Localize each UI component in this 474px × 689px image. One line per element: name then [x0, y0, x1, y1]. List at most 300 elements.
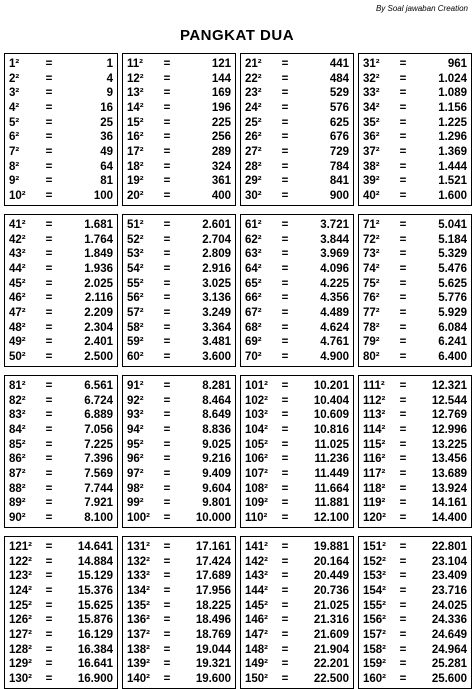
square-value: 18.769	[195, 628, 231, 641]
square-value: 25.600	[431, 672, 467, 685]
base-exponent: 125²	[9, 599, 33, 612]
equals-sign: =	[163, 350, 171, 363]
square-value: 6.561	[84, 380, 113, 392]
equals-sign: =	[163, 292, 171, 305]
equals-sign: =	[399, 160, 407, 173]
equals-sign: =	[45, 511, 53, 524]
table-row	[9, 322, 113, 335]
square-value: 24.336	[431, 614, 467, 627]
equals-sign: =	[399, 175, 407, 188]
square-value: 9.409	[202, 467, 231, 480]
base-exponent: 70²	[245, 350, 262, 363]
square-value: 3.844	[320, 233, 349, 246]
square-value: 49	[100, 145, 113, 158]
table-row	[127, 87, 231, 100]
base-exponent: 76²	[363, 292, 380, 305]
table-row	[9, 600, 113, 613]
square-value: 4.489	[320, 306, 349, 319]
square-value: 12.544	[431, 394, 467, 407]
square-value: 8.464	[202, 394, 231, 407]
base-exponent: 45²	[9, 277, 26, 290]
table-row	[245, 58, 349, 71]
equals-sign: =	[281, 160, 289, 173]
base-exponent: 140²	[127, 672, 151, 685]
table-row	[245, 439, 349, 452]
base-exponent: 79²	[363, 336, 380, 349]
table-row	[363, 497, 467, 510]
equals-sign: =	[399, 380, 407, 392]
square-value: 2.304	[84, 321, 113, 334]
square-value: 9.216	[202, 453, 231, 466]
table-row	[363, 629, 467, 642]
table-row	[245, 424, 349, 437]
equals-sign: =	[45, 482, 53, 495]
table-row	[363, 146, 467, 159]
table-row	[9, 102, 113, 115]
base-exponent: 104²	[245, 423, 269, 436]
equals-sign: =	[399, 58, 407, 70]
equals-sign: =	[163, 262, 171, 275]
square-value: 7.921	[84, 497, 113, 510]
square-value: 19.044	[195, 643, 231, 656]
square-value: 9.801	[202, 497, 231, 510]
table-row	[363, 322, 467, 335]
square-value: 16.129	[77, 628, 113, 641]
square-value: 11.881	[314, 497, 349, 510]
base-exponent: 38²	[363, 160, 380, 173]
base-exponent: 80²	[363, 350, 380, 363]
base-exponent: 44²	[9, 262, 26, 275]
equals-sign: =	[163, 438, 171, 451]
base-exponent: 19²	[127, 175, 144, 188]
square-value: 25.281	[431, 658, 467, 671]
base-exponent: 16²	[127, 131, 144, 144]
equals-sign: =	[281, 58, 289, 70]
table-row	[9, 585, 113, 598]
table-row	[127, 117, 231, 130]
equals-sign: =	[163, 555, 171, 568]
table-row	[245, 541, 349, 554]
square-value: 121	[211, 58, 231, 70]
base-exponent: 159²	[363, 658, 387, 671]
equals-sign: =	[281, 116, 289, 129]
base-exponent: 156²	[363, 614, 387, 627]
table-row	[245, 497, 349, 510]
table-row	[127, 336, 231, 349]
equals-sign: =	[163, 511, 171, 524]
table-row	[127, 131, 231, 144]
square-value: 10.000	[195, 511, 231, 524]
table-row	[127, 73, 231, 86]
square-value: 729	[329, 145, 349, 158]
equals-sign: =	[281, 233, 289, 246]
equals-sign: =	[281, 511, 289, 524]
square-value: 24.025	[431, 599, 467, 612]
base-exponent: 17²	[127, 145, 144, 158]
square-value: 3.600	[202, 350, 231, 363]
equals-sign: =	[45, 380, 53, 392]
table-row	[9, 117, 113, 130]
table-row	[363, 87, 467, 100]
square-value: 441	[329, 58, 349, 70]
equals-sign: =	[399, 599, 407, 612]
table-row	[9, 395, 113, 408]
square-value: 400	[211, 189, 231, 202]
base-exponent: 124²	[9, 584, 33, 597]
table-row	[127, 439, 231, 452]
square-value: 19.600	[195, 672, 231, 685]
square-value: 1.296	[438, 131, 467, 144]
base-exponent: 118²	[363, 482, 386, 495]
table-row	[127, 570, 231, 583]
squares-block	[122, 536, 236, 689]
square-value: 64	[100, 160, 113, 173]
equals-sign: =	[281, 423, 289, 436]
base-exponent: 15²	[127, 116, 144, 129]
table-row	[9, 248, 113, 261]
base-exponent: 114²	[363, 423, 386, 436]
base-exponent: 158²	[363, 643, 387, 656]
base-exponent: 82²	[9, 394, 26, 407]
table-row	[363, 424, 467, 437]
base-exponent: 90²	[9, 511, 26, 524]
table-row	[127, 497, 231, 510]
table-row	[127, 541, 231, 554]
base-exponent: 23²	[245, 87, 262, 100]
equals-sign: =	[281, 541, 289, 553]
equals-sign: =	[45, 584, 53, 597]
square-value: 1.849	[84, 248, 113, 261]
square-value: 24.649	[431, 628, 467, 641]
table-row	[9, 424, 113, 437]
table-row	[363, 395, 467, 408]
base-exponent: 95²	[127, 438, 144, 451]
base-exponent: 128²	[9, 643, 33, 656]
equals-sign: =	[163, 409, 171, 422]
equals-sign: =	[399, 643, 407, 656]
square-value: 361	[211, 175, 231, 188]
square-value: 8.100	[84, 511, 113, 524]
base-exponent: 143²	[245, 570, 269, 583]
squares-table-grid	[4, 53, 472, 683]
table-row	[127, 58, 231, 71]
equals-sign: =	[399, 423, 407, 436]
square-value: 21.904	[313, 643, 349, 656]
square-value: 23.716	[431, 584, 467, 597]
table-row	[363, 161, 467, 174]
base-exponent: 138²	[127, 643, 151, 656]
base-exponent: 103²	[245, 409, 269, 422]
base-exponent: 6²	[9, 131, 20, 144]
equals-sign: =	[45, 87, 53, 100]
equals-sign: =	[281, 336, 289, 349]
table-row	[127, 629, 231, 642]
square-value: 16.641	[77, 658, 113, 671]
base-exponent: 93²	[127, 409, 144, 422]
table-row	[363, 102, 467, 115]
table-row	[245, 629, 349, 642]
base-exponent: 78²	[363, 321, 380, 334]
square-value: 144	[211, 72, 231, 85]
table-row	[127, 219, 231, 232]
base-exponent: 84²	[9, 423, 26, 436]
equals-sign: =	[399, 72, 407, 85]
square-value: 225	[211, 116, 231, 129]
square-value: 625	[329, 116, 349, 129]
squares-block	[358, 214, 472, 367]
square-value: 13.689	[431, 467, 467, 480]
square-value: 17.161	[195, 541, 231, 553]
equals-sign: =	[45, 101, 53, 114]
square-value: 6.084	[438, 321, 467, 334]
square-value: 8.281	[202, 380, 231, 392]
square-value: 4.096	[320, 262, 349, 275]
base-exponent: 67²	[245, 306, 262, 319]
equals-sign: =	[281, 614, 289, 627]
table-row	[9, 219, 113, 232]
square-value: 2.116	[84, 292, 113, 305]
square-value: 21.316	[313, 614, 349, 627]
equals-sign: =	[163, 497, 171, 510]
equals-sign: =	[281, 467, 289, 480]
table-row	[9, 614, 113, 627]
base-exponent: 111²	[363, 380, 385, 392]
base-exponent: 131²	[127, 541, 151, 553]
base-exponent: 37²	[363, 145, 380, 158]
equals-sign: =	[399, 116, 407, 129]
table-row	[127, 307, 231, 320]
equals-sign: =	[399, 628, 407, 641]
square-value: 17.424	[195, 555, 231, 568]
square-value: 22.201	[313, 658, 349, 671]
table-row	[127, 161, 231, 174]
square-value: 6.724	[84, 394, 113, 407]
table-row	[363, 453, 467, 466]
base-exponent: 96²	[127, 453, 144, 466]
base-exponent: 117²	[363, 467, 386, 480]
base-exponent: 72²	[363, 233, 380, 246]
equals-sign: =	[45, 321, 53, 334]
equals-sign: =	[45, 643, 53, 656]
table-row	[245, 658, 349, 671]
base-exponent: 52²	[127, 233, 144, 246]
square-value: 15.376	[77, 584, 113, 597]
base-exponent: 73²	[363, 248, 380, 261]
base-exponent: 31²	[363, 58, 380, 70]
equals-sign: =	[45, 555, 53, 568]
equals-sign: =	[399, 336, 407, 349]
table-row	[9, 161, 113, 174]
equals-sign: =	[281, 409, 289, 422]
base-exponent: 10²	[9, 189, 26, 202]
table-row	[245, 87, 349, 100]
base-exponent: 122²	[9, 555, 33, 568]
equals-sign: =	[45, 628, 53, 641]
base-exponent: 18²	[127, 160, 144, 173]
base-exponent: 41²	[9, 219, 26, 231]
base-exponent: 36²	[363, 131, 380, 144]
base-exponent: 9²	[9, 175, 20, 188]
base-exponent: 144²	[245, 584, 269, 597]
equals-sign: =	[399, 672, 407, 685]
equals-sign: =	[281, 672, 289, 685]
square-value: 19.881	[313, 541, 349, 553]
table-row	[245, 644, 349, 657]
square-value: 1.369	[438, 145, 467, 158]
equals-sign: =	[163, 116, 171, 129]
base-exponent: 20²	[127, 189, 144, 202]
equals-sign: =	[399, 438, 407, 451]
table-row	[363, 73, 467, 86]
table-row	[9, 644, 113, 657]
equals-sign: =	[399, 306, 407, 319]
equals-sign: =	[45, 292, 53, 305]
base-exponent: 91²	[127, 380, 144, 392]
equals-sign: =	[163, 101, 171, 114]
square-value: 9.604	[202, 482, 231, 495]
table-row	[127, 585, 231, 598]
square-value: 169	[211, 87, 231, 100]
equals-sign: =	[281, 219, 289, 231]
square-value: 14.161	[431, 497, 467, 510]
table-row	[245, 73, 349, 86]
base-exponent: 101²	[245, 380, 269, 392]
table-row	[245, 278, 349, 291]
equals-sign: =	[281, 482, 289, 495]
base-exponent: 14²	[127, 101, 144, 114]
table-row	[245, 483, 349, 496]
equals-sign: =	[399, 131, 407, 144]
table-row	[127, 322, 231, 335]
equals-sign: =	[45, 336, 53, 349]
equals-sign: =	[163, 72, 171, 85]
square-value: 4	[106, 72, 113, 85]
equals-sign: =	[281, 570, 289, 583]
square-value: 1.521	[438, 175, 467, 188]
equals-sign: =	[163, 160, 171, 173]
table-row	[363, 468, 467, 481]
table-row	[363, 307, 467, 320]
square-value: 14.641	[77, 541, 113, 553]
equals-sign: =	[45, 306, 53, 319]
equals-sign: =	[163, 394, 171, 407]
table-row	[363, 585, 467, 598]
square-value: 900	[329, 189, 349, 202]
square-value: 17.956	[195, 584, 231, 597]
equals-sign: =	[399, 189, 407, 202]
table-row	[245, 292, 349, 305]
equals-sign: =	[45, 219, 53, 231]
base-exponent: 56²	[127, 292, 144, 305]
base-exponent: 48²	[9, 321, 26, 334]
table-row	[245, 395, 349, 408]
square-value: 4.624	[320, 321, 349, 334]
equals-sign: =	[281, 277, 289, 290]
base-exponent: 71²	[363, 219, 380, 231]
base-exponent: 151²	[363, 541, 387, 553]
equals-sign: =	[45, 541, 53, 553]
square-value: 5.476	[438, 262, 467, 275]
base-exponent: 119²	[363, 497, 386, 510]
square-value: 7.056	[84, 423, 113, 436]
square-value: 5.041	[438, 219, 467, 231]
square-value: 4.900	[320, 350, 349, 363]
square-value: 1	[106, 58, 113, 70]
equals-sign: =	[399, 570, 407, 583]
base-exponent: 69²	[245, 336, 262, 349]
equals-sign: =	[163, 672, 171, 685]
base-exponent: 25²	[245, 116, 262, 129]
square-value: 10.201	[313, 380, 349, 392]
equals-sign: =	[399, 277, 407, 290]
equals-sign: =	[399, 219, 407, 231]
base-exponent: 1²	[9, 58, 20, 70]
base-exponent: 11²	[127, 58, 143, 70]
table-row	[245, 219, 349, 232]
squares-block	[4, 214, 118, 367]
table-row	[9, 278, 113, 291]
square-value: 1.600	[438, 189, 467, 202]
square-value: 3.969	[320, 248, 349, 261]
base-exponent: 157²	[363, 628, 387, 641]
equals-sign: =	[281, 453, 289, 466]
equals-sign: =	[45, 248, 53, 261]
table-row	[245, 614, 349, 627]
table-row	[9, 483, 113, 496]
equals-sign: =	[281, 497, 289, 510]
equals-sign: =	[45, 131, 53, 144]
squares-block	[4, 375, 118, 528]
square-value: 16	[100, 101, 113, 114]
square-value: 21.025	[313, 599, 349, 612]
equals-sign: =	[281, 321, 289, 334]
square-value: 18.225	[195, 599, 231, 612]
square-value: 484	[329, 72, 349, 85]
base-exponent: 32²	[363, 72, 380, 85]
equals-sign: =	[399, 658, 407, 671]
equals-sign: =	[163, 131, 171, 144]
equals-sign: =	[399, 233, 407, 246]
table-row	[245, 336, 349, 349]
base-exponent: 160²	[363, 672, 387, 685]
base-exponent: 62²	[245, 233, 262, 246]
equals-sign: =	[163, 145, 171, 158]
base-exponent: 92²	[127, 394, 144, 407]
base-exponent: 74²	[363, 262, 380, 275]
base-exponent: 50²	[9, 350, 26, 363]
base-exponent: 54²	[127, 262, 144, 275]
square-value: 81	[100, 175, 113, 188]
squares-block	[240, 214, 354, 367]
base-exponent: 29²	[245, 175, 262, 188]
equals-sign: =	[45, 453, 53, 466]
table-row	[9, 453, 113, 466]
table-row	[363, 673, 467, 686]
equals-sign: =	[281, 131, 289, 144]
table-row	[245, 161, 349, 174]
base-exponent: 34²	[363, 101, 380, 114]
base-exponent: 4²	[9, 101, 20, 114]
table-row	[9, 190, 113, 203]
base-exponent: 60²	[127, 350, 144, 363]
square-value: 4.356	[320, 292, 349, 305]
table-row	[9, 292, 113, 305]
base-exponent: 105²	[245, 438, 269, 451]
table-row	[9, 73, 113, 86]
base-exponent: 113²	[363, 409, 386, 422]
equals-sign: =	[399, 321, 407, 334]
equals-sign: =	[281, 599, 289, 612]
